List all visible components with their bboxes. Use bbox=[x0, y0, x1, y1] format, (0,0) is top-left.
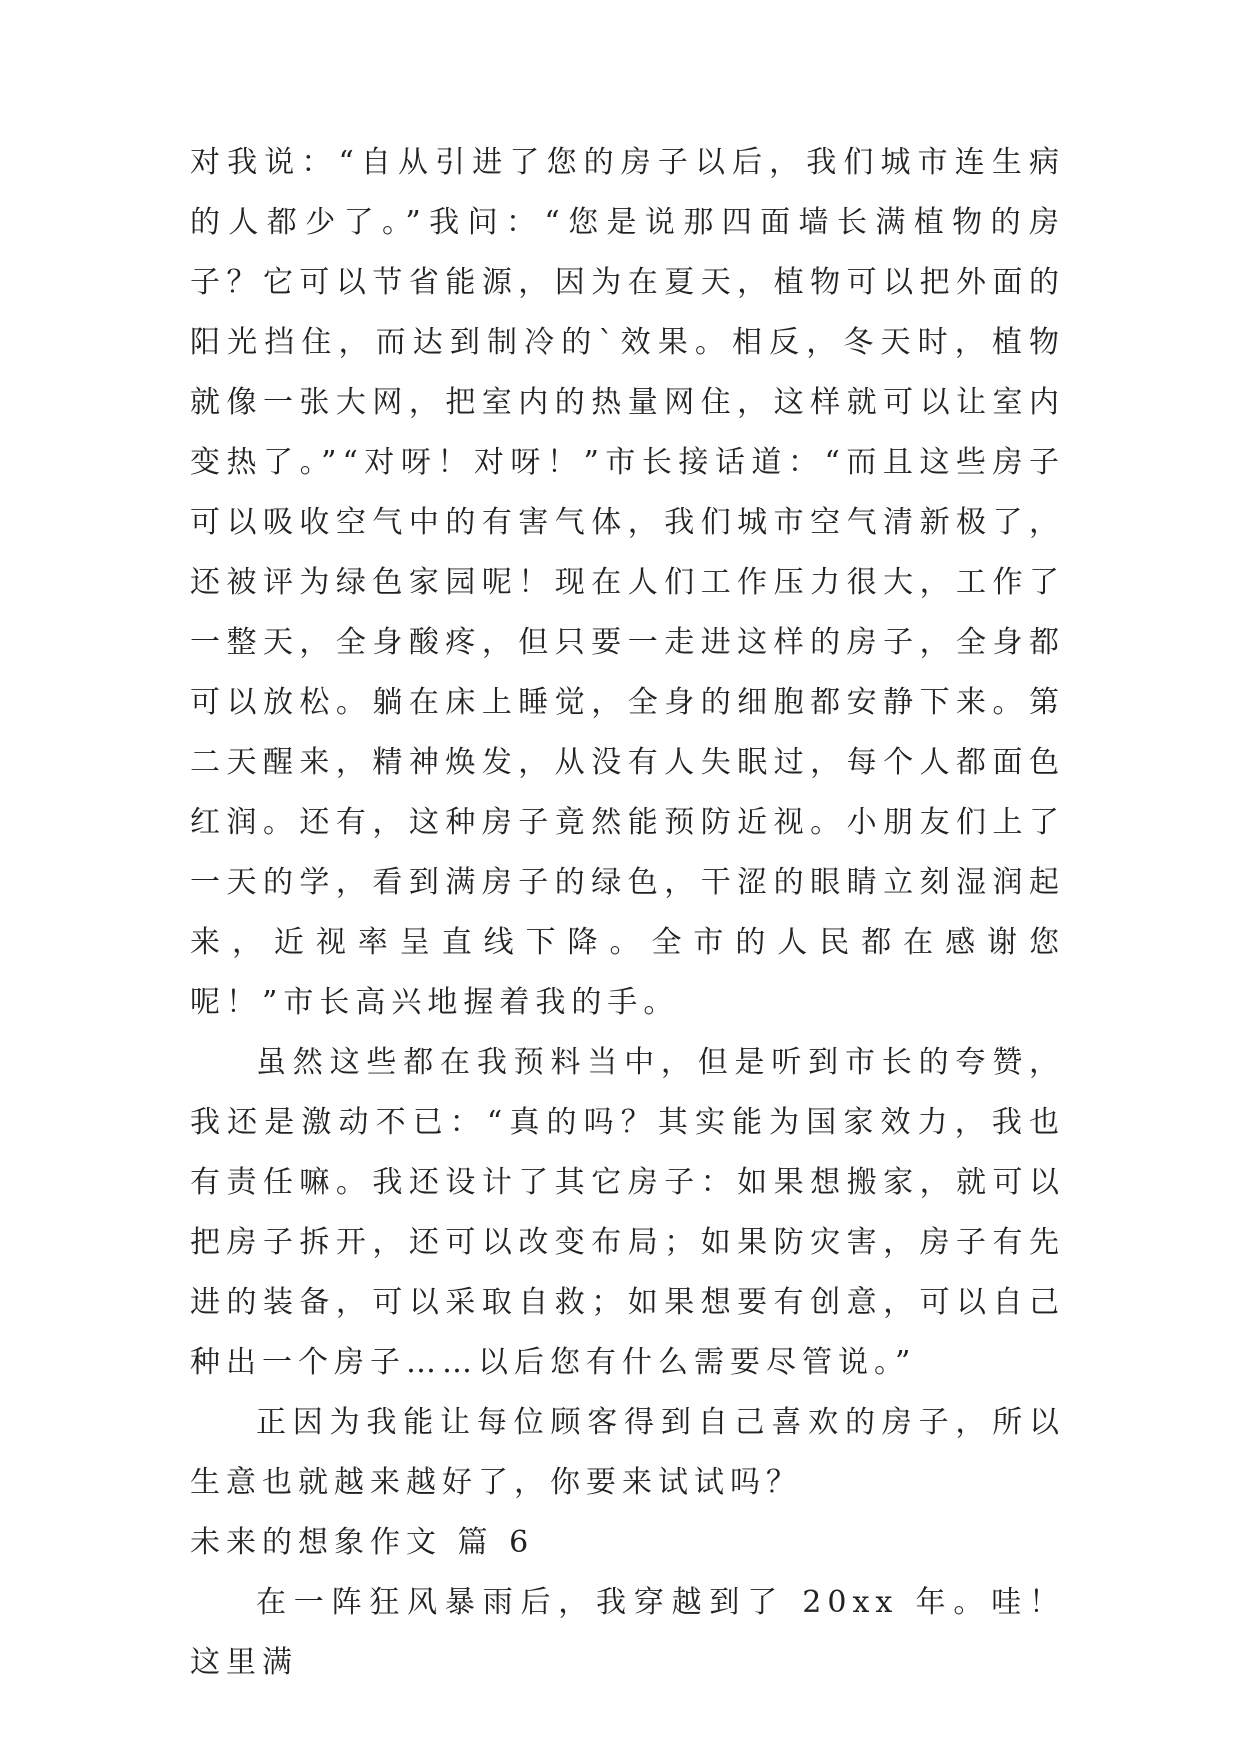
paragraph-3: 正因为我能让每位顾客得到自己喜欢的房子，所以生意也就越来越好了，你要来试试吗？ bbox=[190, 1405, 1065, 1500]
paragraph-2: 虽然这些都在我预料当中，但是听到市长的夸赞，我还是激动不已：“真的吗？其实能为国家效力，我也有责任嘛。我还设计了其它房子：如果想搬家，就可以把房子拆开，还可以改变布局；如果防灾害，房子有先进的装备，可以采取自救；如果想要有创意，可以自己种出一个房子……以后您有什么需要尽管说。” bbox=[190, 1045, 1065, 1380]
document-body bbox=[190, 133, 1065, 1693]
paragraph-1: 对我说：“自从引进了您的房子以后，我们城市连生病的人都少了。”我问：“您是说那四面墙长满植物的房子？它可以节省能源，因为在夏天，植物可以把外面的阳光挡住，而达到制冷的`效果。相反，冬天时，植物就像一张大网，把室内的热量网住，这样就可以让室内变热了。”“对呀！对呀！”市长接话道：“而且这些房子可以吸收空气中的有害气体，我们城市空气清新极了，还被评为绿色家园呢！现在人们工作压力很大，工作了一整天，全身酸疼，但只要一走进这样的房子，全身都可以放松。躺在床上睡觉，全身的细胞都安静下来。第二天醒来，精神焕发，从没有人失眠过，每个人都面色红润。还有，这种房子竟然能预防近视。小朋友们上了一天的学，看到满房子的绿色，干涩的眼睛立刻湿润起来，近视率呈直线下降。全市的人民都在感谢您呢！”市长高兴地握着我的手。 bbox=[190, 145, 1065, 1020]
section-title: 未来的想象作文 篇 6 bbox=[190, 1525, 535, 1560]
paragraph-4: 在一阵狂风暴雨后，我穿越到了 20xx 年。哇！这里满 bbox=[190, 1585, 1065, 1680]
